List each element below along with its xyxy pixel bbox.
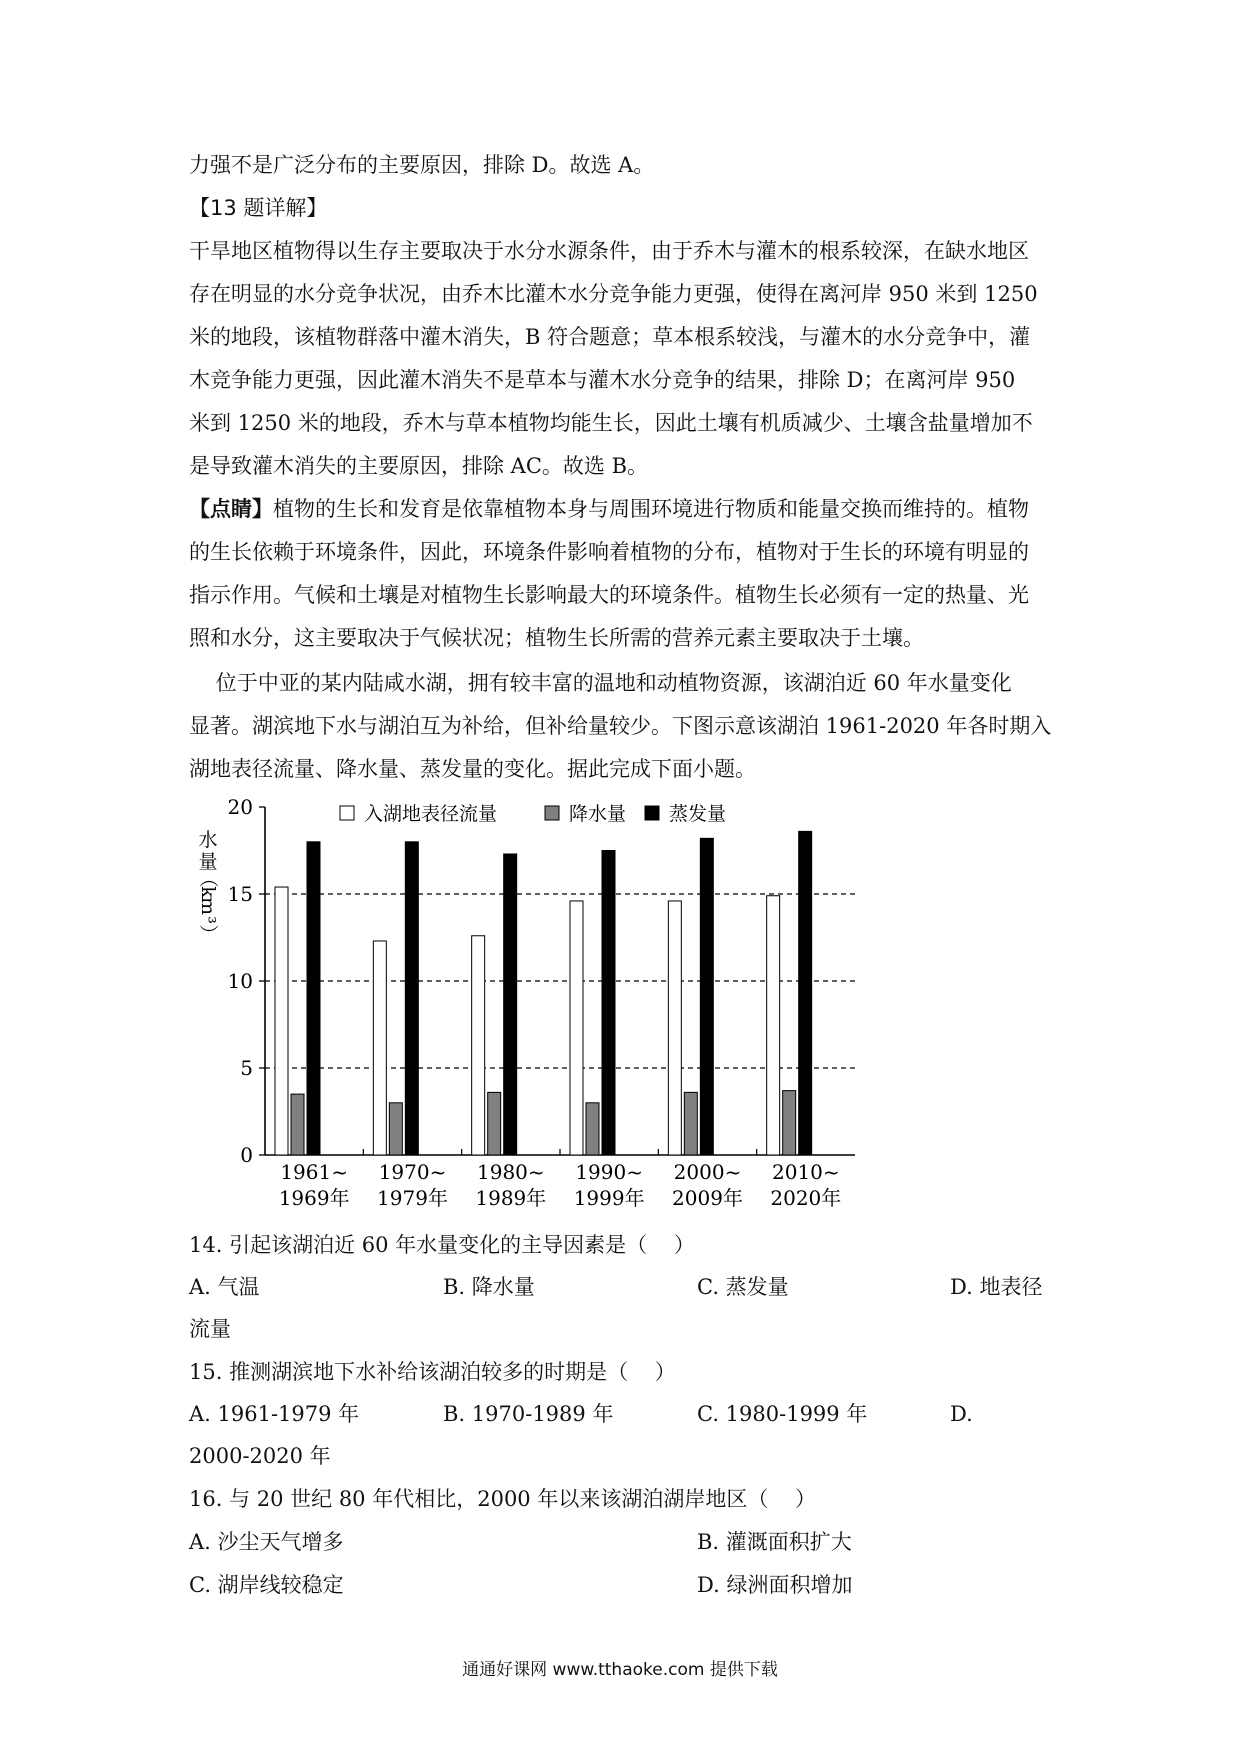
bar-降水量 bbox=[488, 1092, 501, 1155]
bar-入湖地表径流量 bbox=[767, 896, 780, 1155]
y-axis-label-char: 量 bbox=[198, 851, 218, 873]
x-tick-label: 1999年 bbox=[573, 1186, 645, 1210]
explanation-line: 米的地段，该植物群落中灌木消失，B 符合题意；草本根系较浅，与灌木的水分竞争中，灌 bbox=[189, 325, 1031, 349]
y-tick-label: 10 bbox=[227, 969, 253, 993]
water-balance-chart bbox=[190, 790, 870, 1210]
question-16-stem: 16. 与 20 世纪 80 年代相比，2000 年以来该湖泊湖岸地区（ ） bbox=[189, 1487, 817, 1511]
question-14-stem: 14. 引起该湖泊近 60 年水量变化的主导因素是（ ） bbox=[189, 1233, 695, 1257]
bar-降水量 bbox=[389, 1103, 402, 1155]
x-tick-label: 2010~ bbox=[772, 1160, 840, 1184]
y-tick-label: 0 bbox=[240, 1143, 253, 1167]
bar-蒸发量 bbox=[307, 842, 320, 1155]
legend-label: 降水量 bbox=[569, 803, 627, 825]
bar-降水量 bbox=[291, 1094, 304, 1155]
y-tick-label: 20 bbox=[227, 795, 253, 819]
tip-label: 【点睛】 bbox=[189, 497, 273, 521]
question-15-option-d[interactable]: D. bbox=[950, 1402, 973, 1426]
explanation-prev-tail: 力强不是广泛分布的主要原因，排除 D。故选 A。 bbox=[189, 153, 655, 177]
explanation-line: 米到 1250 米的地段，乔木与草本植物均能生长，因此土壤有机质减少、土壤含盐量增加不 bbox=[189, 411, 1033, 435]
bar-入湖地表径流量 bbox=[570, 901, 583, 1155]
intro-line: 显著。湖滨地下水与湖泊互为补给，但补给量较少。下图示意该湖泊 1961-2020 年各时期入 bbox=[189, 714, 1052, 738]
bar-降水量 bbox=[684, 1092, 697, 1155]
intro-line: 位于中亚的某内陆咸水湖，拥有较丰富的温地和动植物资源，该湖泊近 60 年水量变化 bbox=[189, 671, 1012, 695]
x-tick-label: 2020年 bbox=[770, 1186, 842, 1210]
x-tick-label: 1969年 bbox=[278, 1186, 350, 1210]
bar-蒸发量 bbox=[799, 831, 812, 1155]
y-axis-label-char: 水 bbox=[198, 829, 218, 851]
y-tick-label: 5 bbox=[240, 1056, 253, 1080]
explanation-heading: 【13 题详解】 bbox=[189, 196, 328, 220]
explanation-line: 干旱地区植物得以生存主要取决于水分水源条件，由于乔木与灌木的根系较深，在缺水地区 bbox=[189, 239, 1029, 263]
question-14-option-d-cont: 流量 bbox=[189, 1317, 231, 1341]
question-14-option-d[interactable]: D. 地表径 bbox=[950, 1275, 1043, 1299]
y-tick-label: 15 bbox=[227, 882, 253, 906]
bar-蒸发量 bbox=[504, 854, 517, 1155]
x-tick-label: 1990~ bbox=[575, 1160, 643, 1184]
bar-入湖地表径流量 bbox=[275, 887, 288, 1155]
legend-swatch bbox=[340, 806, 354, 820]
x-tick-label: 1970~ bbox=[378, 1160, 447, 1184]
y-axis-label bbox=[197, 829, 219, 944]
explanation-line: 是导致灌木消失的主要原因，排除 AC。故选 B。 bbox=[189, 454, 649, 478]
intro-line: 湖地表径流量、降水量、蒸发量的变化。据此完成下面小题。 bbox=[189, 757, 756, 781]
question-15-stem: 15. 推测湖滨地下水补给该湖泊较多的时期是（ ） bbox=[189, 1360, 676, 1384]
tip-line: 照和水分，这主要取决于气候状况；植物生长所需的营养元素主要取决于土壤。 bbox=[189, 626, 924, 650]
question-14-option-a[interactable]: A. 气温 bbox=[189, 1275, 260, 1299]
legend-swatch bbox=[545, 806, 559, 820]
question-14-option-b[interactable]: B. 降水量 bbox=[443, 1275, 535, 1299]
bar-入湖地表径流量 bbox=[668, 901, 681, 1155]
bar-蒸发量 bbox=[700, 838, 713, 1155]
tip-text: 植物的生长和发育是依靠植物本身与周围环境进行物质和能量交换而维持的。植物 bbox=[273, 497, 1029, 521]
x-tick-label: 2009年 bbox=[672, 1186, 743, 1210]
question-15-option-d-cont: 2000-2020 年 bbox=[189, 1444, 331, 1468]
bar-入湖地表径流量 bbox=[373, 941, 386, 1155]
y-axis-label-char: m bbox=[197, 896, 219, 916]
question-15-option-a[interactable]: A. 1961-1979 年 bbox=[189, 1402, 360, 1426]
x-tick-label: 2000~ bbox=[673, 1160, 742, 1184]
bar-降水量 bbox=[586, 1103, 599, 1155]
y-axis-label-char: （ bbox=[197, 868, 219, 888]
bar-蒸发量 bbox=[405, 842, 418, 1155]
x-tick-label: 1979年 bbox=[377, 1186, 448, 1210]
tip-line: 指示作用。气候和土壤是对植物生长影响最大的环境条件。植物生长必须有一定的热量、光 bbox=[189, 583, 1029, 607]
y-axis-label-char: ） bbox=[197, 924, 219, 944]
bar-蒸发量 bbox=[602, 851, 615, 1156]
question-16-option-b[interactable]: B. 灌溉面积扩大 bbox=[697, 1530, 852, 1554]
tip-line: 的生长依赖于环境条件，因此，环境条件影响着植物的分布，植物对于生长的环境有明显的 bbox=[189, 540, 1029, 564]
tip-first-line bbox=[189, 494, 1029, 524]
bar-入湖地表径流量 bbox=[472, 936, 485, 1155]
legend-label: 蒸发量 bbox=[669, 803, 727, 825]
y-axis-label-char: ³ bbox=[197, 916, 219, 924]
explanation-line: 木竞争能力更强，因此灌木消失不是草本与灌木水分竞争的结果，排除 D；在离河岸 950 bbox=[189, 368, 1016, 392]
legend-swatch bbox=[645, 806, 659, 820]
explanation-line: 存在明显的水分竞争状况，由乔木比灌木水分竞争能力更强，使得在离河岸 950 米到 1250 bbox=[189, 282, 1038, 306]
question-15-option-b[interactable]: B. 1970-1989 年 bbox=[443, 1402, 614, 1426]
page-footer: 通通好课网 www.tthaoke.com 提供下载 bbox=[462, 1660, 778, 1680]
bar-降水量 bbox=[783, 1091, 796, 1155]
y-axis-label-char: k bbox=[197, 886, 219, 898]
question-16-option-c[interactable]: C. 湖岸线较稳定 bbox=[189, 1573, 344, 1597]
x-tick-label: 1961~ bbox=[280, 1160, 348, 1184]
question-14-option-c[interactable]: C. 蒸发量 bbox=[697, 1275, 789, 1299]
question-15-option-c[interactable]: C. 1980-1999 年 bbox=[697, 1402, 868, 1426]
x-tick-label: 1980~ bbox=[477, 1160, 545, 1184]
question-16-option-d[interactable]: D. 绿洲面积增加 bbox=[697, 1573, 853, 1597]
x-tick-label: 1989年 bbox=[475, 1186, 547, 1210]
question-16-option-a[interactable]: A. 沙尘天气增多 bbox=[189, 1530, 344, 1554]
legend-label: 入湖地表径流量 bbox=[364, 803, 498, 825]
